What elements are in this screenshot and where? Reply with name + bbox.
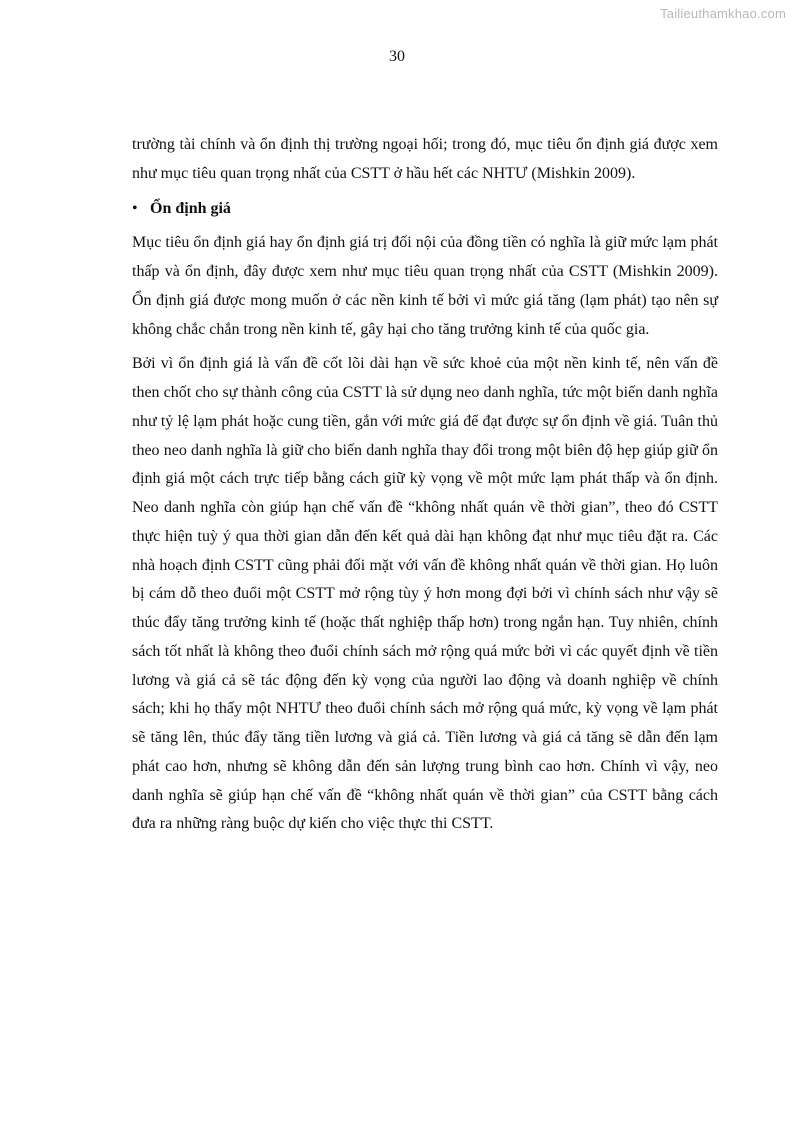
intro-paragraph: trường tài chính và ổn định thị trường ngoại hối; trong đó, mục tiêu ổn định giá được xem như mục tiêu quan trọng nhất của CSTT ở hầu hết các NHTƯ (Mishkin 2009). [132, 136, 718, 182]
body-paragraph-1: Mục tiêu ổn định giá hay ổn định giá trị đối nội của đồng tiền có nghĩa là giữ mức lạm phát thấp và ổn định, đây được xem như mục tiêu quan trọng nhất của CSTT (Mishkin 2009). Ổn định giá được mong muốn ở các nền kinh tế bởi vì mức giá tăng (lạm phát) tạo nên sự không chắc chắn trong nền kinh tế, gây hại cho tăng trưởng kinh tế của quốc gia. [132, 234, 718, 338]
section-heading [132, 195, 718, 224]
bullet-icon: • [132, 199, 138, 217]
page-number: 30 [389, 48, 405, 65]
watermark: Tailieuthamkhao.com [660, 6, 786, 21]
body-paragraph-2: Bởi vì ổn định giá là vấn đề cốt lõi dài hạn về sức khoẻ của một nền kinh tế, nên vấn đề then chốt cho sự thành công của CSTT là sử dụng neo danh nghĩa, tức một biến danh nghĩa như tỷ lệ lạm phát hoặc cung tiền, gắn với mức giá để đạt được sự ổn định về giá. Tuân thủ theo neo danh nghĩa là giữ cho biến danh nghĩa thay đổi trong một biên độ hẹp giúp giữ ổn định giá một cách trực tiếp bằng cách giữ kỳ vọng về một mức lạm phát thấp và ổn định. Neo danh nghĩa còn giúp hạn chế vấn đề “không nhất quán về thời gian”, theo đó CSTT thực hiện tuỳ ý qua thời gian dẫn đến kết quả dài hạn không đạt như mục tiêu đặt ra. Các nhà hoạch định CSTT cũng phải đối mặt với vấn đề không nhất quán về thời gian. Họ luôn bị cám dỗ theo đuổi một CSTT mở rộng tùy ý hơn mong đợi bởi vì chính sách như vậy sẽ thúc đẩy tăng trưởng kinh tế (hoặc thất nghiệp thấp hơn) trong ngắn hạn. Tuy nhiên, chính sách tốt nhất là không theo đuổi chính sách mở rộng quá mức bởi vì các quyết định về tiền lương và giá cả sẽ tác động đến kỳ vọng của người lao động và doanh nghiệp về chính sách; khi họ thấy một NHTƯ theo đuổi chính sách mở rộng quá mức, kỳ vọng về lạm phát sẽ tăng lên, thúc đẩy tăng tiền lương và giá cả. Tiền lương và giá cả tăng sẽ dẫn đến lạm phát cao hơn, nhưng sẽ không dẫn đến sản lượng trung bình cao hơn. Chính vì vậy, neo danh nghĩa sẽ giúp hạn chế vấn đề “không nhất quán về thời gian” của CSTT bằng cách đưa ra những ràng buộc dự kiến cho việc thực thi CSTT. [132, 355, 718, 833]
document-body [132, 131, 718, 845]
section-heading-text: Ổn định giá [150, 199, 231, 217]
